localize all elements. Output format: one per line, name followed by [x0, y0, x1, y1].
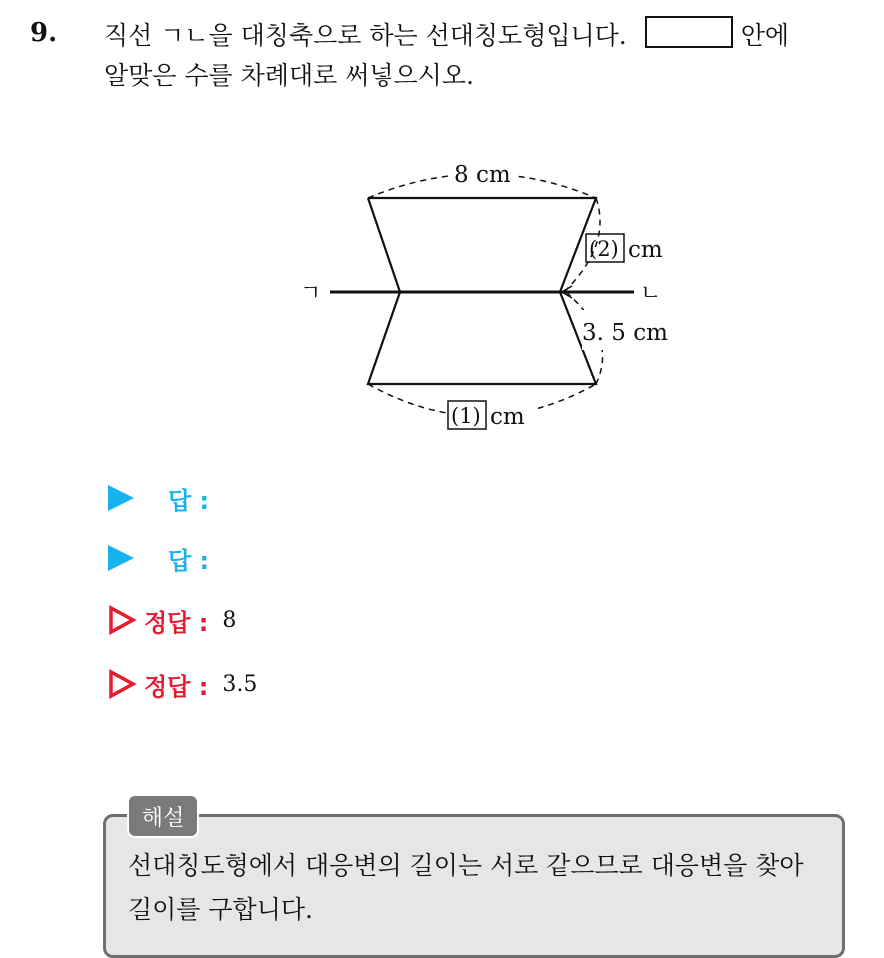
- blank2-label: (2): [589, 237, 619, 261]
- correct-value: 8: [222, 607, 237, 633]
- axis-left-label: ㄱ: [300, 281, 322, 306]
- correct-label: 정답 :: [144, 608, 209, 637]
- correct-value: 3.5: [222, 671, 258, 697]
- correct-answer-row-1: [108, 602, 236, 638]
- symmetry-figure: [0, 0, 884, 470]
- answer-label: 답 :: [168, 546, 210, 575]
- question-line1: 직선 ㄱㄴ을 대칭축으로 하는 선대칭도형입니다.: [104, 21, 627, 50]
- answer-row-1: [108, 480, 209, 516]
- question-line2: 알맞은 수를 차례대로 써넣으시오.: [104, 61, 474, 90]
- axis-right-label: ㄴ: [640, 281, 662, 306]
- question-line1-end: 안에: [740, 21, 790, 50]
- correct-answer-row-2: [108, 666, 257, 702]
- top-length-label: 8 cm: [454, 162, 511, 188]
- play-triangle-icon: [108, 485, 134, 511]
- blank2-unit: cm: [628, 237, 663, 263]
- side-length-label: 3. 5 cm: [582, 320, 668, 346]
- question-number: 9.: [30, 18, 58, 48]
- explanation-text: 선대칭도형에서 대응변의 길이는 서로 같으므로 대응변을 찾아 길이를 구합니다.: [128, 851, 804, 924]
- outline-triangle-icon: [108, 605, 136, 635]
- answer-label: 답 :: [168, 486, 210, 515]
- blank1-unit: cm: [490, 404, 525, 430]
- explanation-tag: 해설: [127, 794, 199, 838]
- outline-triangle-icon: [108, 669, 136, 699]
- blank1-label: (1): [451, 404, 481, 428]
- correct-label: 정답 :: [144, 672, 209, 701]
- answer-row-2: [108, 540, 209, 576]
- play-triangle-icon: [108, 545, 134, 571]
